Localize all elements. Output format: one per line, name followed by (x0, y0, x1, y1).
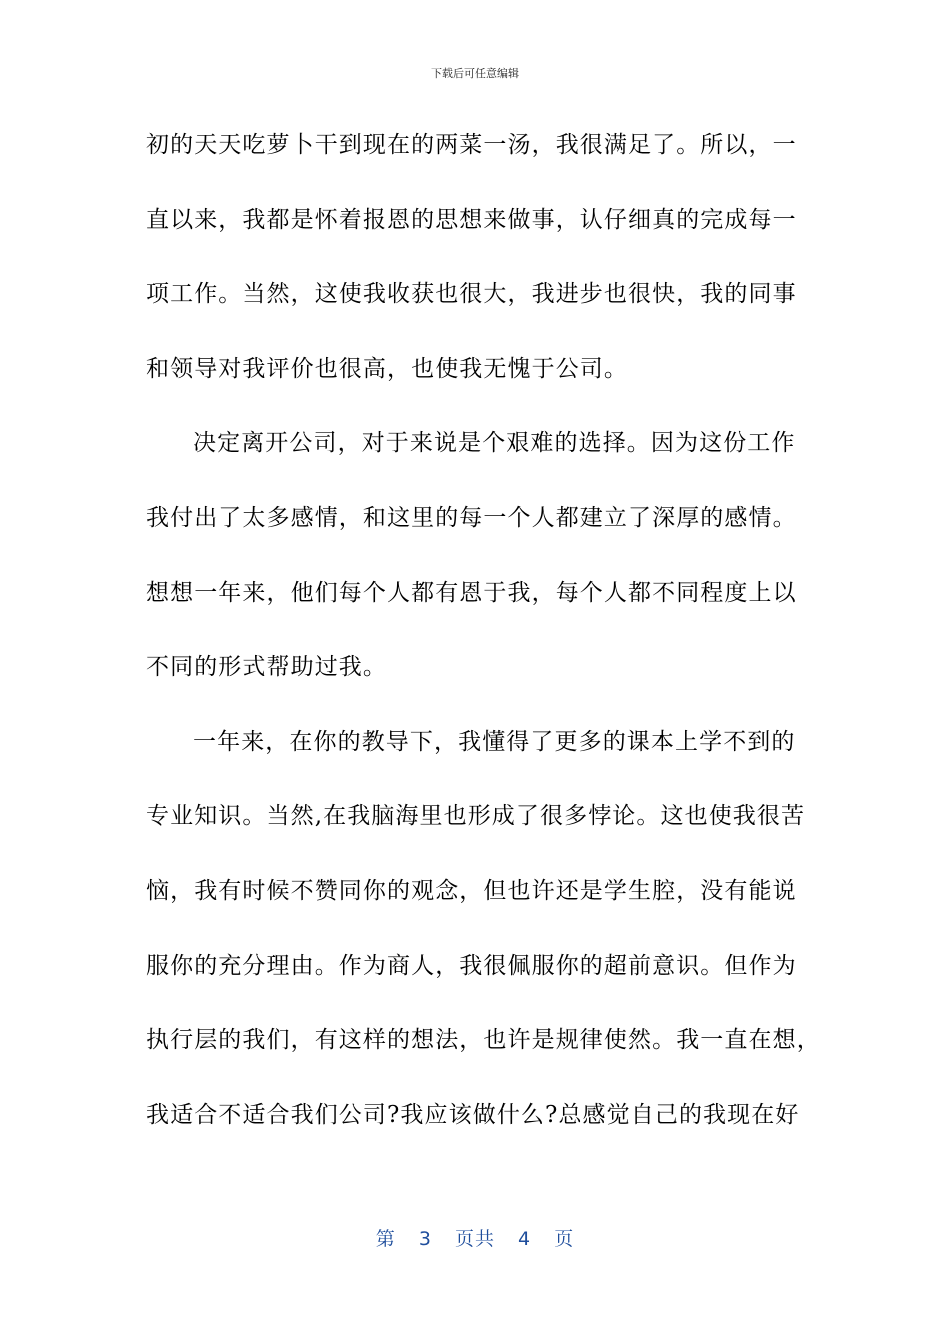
text-line: 想想一年来，他们每个人都有恩于我，每个人都不同程度上以 (146, 579, 797, 606)
document-body (146, 118, 821, 1162)
footer-suffix: 页 (554, 1228, 575, 1250)
text-line: 我适合不适合我们公司?我应该做什么?总感觉自己的我现在好 (146, 1101, 800, 1128)
text-line: 初的天天吃萝卜干到现在的两菜一汤，我很满足了。所以，一 (146, 132, 797, 158)
page-header: 下载后可任意编辑 (431, 67, 519, 80)
text-line: 和领导对我评价也很高，也使我无愧于公司。 (146, 355, 628, 382)
page-footer (0, 1226, 950, 1252)
footer-middle: 页共 (454, 1228, 495, 1250)
text-line: 直以来，我都是怀着报恩的思想来做事，认仔细真的完成每一 (146, 206, 797, 233)
total-pages-number: 4 (518, 1228, 532, 1250)
text-line: 不同的形式帮助过我。 (146, 654, 387, 681)
paragraph-start-line: 一年来，在你的教导下，我懂得了更多的课本上学不到的 (193, 728, 796, 755)
current-page-number: 3 (418, 1228, 432, 1250)
text-line: 专业知识。当然,在我脑海里也形成了很多悖论。这也使我很苦 (146, 803, 806, 830)
text-line: 项工作。当然，这使我收获也很大，我进步也很快，我的同事 (146, 281, 797, 308)
text-line: 恼，我有时候不赞同你的观念，但也许还是学生腔，没有能说 (146, 877, 797, 904)
text-line: 服你的充分理由。作为商人，我很佩服你的超前意识。但作为 (146, 952, 797, 979)
text-line: 执行层的我们，有这样的想法，也许是规律使然。我一直在想， (146, 1027, 821, 1054)
paragraph-start-line: 决定离开公司，对于来说是个艰难的选择。因为这份工作 (193, 430, 796, 457)
text-line: 我付出了太多感情，和这里的每一个人都建立了深厚的感情。 (146, 504, 797, 531)
footer-prefix: 第 (375, 1228, 396, 1250)
